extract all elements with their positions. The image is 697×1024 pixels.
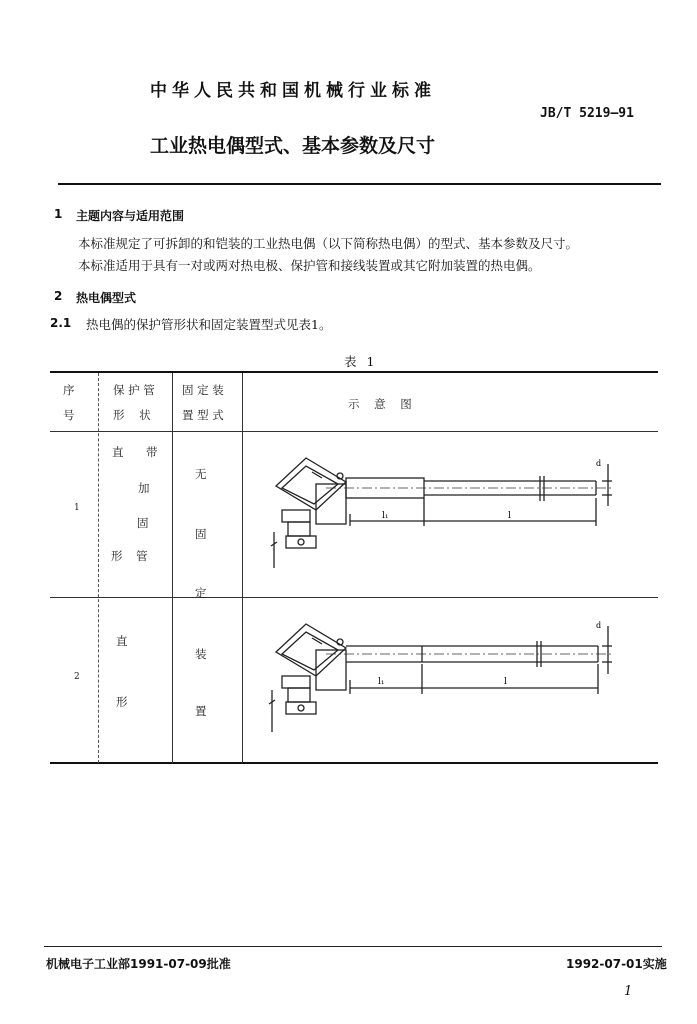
thermocouple-diagram-2: [262, 612, 622, 742]
section-2-number: 2: [54, 289, 63, 303]
diagram-1-l-label: l: [508, 511, 511, 521]
diagram-2-l1-label: l₁: [378, 677, 385, 687]
row-1-tube-char-5: 形: [111, 549, 123, 563]
diagram-2-d-label: d: [596, 621, 602, 630]
diagram-1-l1-label: l₁: [382, 511, 389, 521]
table-column-divider-3: [242, 373, 243, 763]
section-1-heading: 主题内容与适用范围: [76, 209, 185, 223]
fixation-char-4: 装: [195, 647, 207, 661]
diagram-2-l-label: l: [504, 677, 507, 687]
fixation-char-1: 无: [195, 467, 207, 481]
approval-statement: 机械电子工业部1991-07-09批准: [46, 957, 231, 971]
fixation-char-5: 置: [195, 704, 207, 718]
header-rule: [58, 183, 661, 185]
section-1-number: 1: [54, 207, 63, 221]
table-header-rule: [50, 431, 658, 432]
row-1-tube-char-3: 加: [138, 481, 150, 495]
fixation-char-3: 定: [195, 586, 207, 600]
footer-rule: [44, 946, 662, 947]
table-caption: 表 1: [344, 354, 378, 369]
row-2-index: 2: [74, 672, 80, 682]
row-2-tube-char-1: 直: [116, 634, 128, 648]
row-1-index: 1: [74, 503, 80, 513]
standard-code: JB/T 5219—91: [540, 106, 634, 121]
header-diagram: 示 意 图: [348, 397, 412, 411]
section-1-paragraph-2: 本标准适用于具有一对或两对热电极、保护管和接线装置或其它附加装置的热电偶。: [78, 258, 541, 273]
table-column-divider-1: [98, 373, 99, 763]
header-tube-shape-line-2: 形 状: [113, 408, 151, 422]
header-index-line-2: 号: [63, 408, 75, 422]
section-1-paragraph-1: 本标准规定了可拆卸的和铠装的工业热电偶（以下简称热电偶）的型式、基本参数及尺寸。: [78, 236, 579, 251]
issuing-organization: 中华人民共和国机械行业标准: [150, 81, 436, 101]
header-tube-shape-line-1: 保 护 管: [113, 383, 155, 397]
row-1-tube-char-4: 固: [137, 516, 149, 530]
section-2-heading: 热电偶型式: [76, 291, 137, 305]
row-2-tube-char-2: 形: [116, 695, 128, 709]
row-1-tube-char-6: 管: [136, 549, 148, 563]
diagram-1-d-label: d: [596, 459, 602, 468]
page-number: 1: [624, 984, 633, 999]
document-title: 工业热电偶型式、基本参数及尺寸: [150, 135, 436, 157]
table-row-divider: [50, 597, 658, 598]
implementation-date: 1992-07-01实施: [566, 957, 667, 971]
row-1-tube-char-2: 带: [146, 445, 158, 459]
thermocouple-diagram-1: [262, 446, 622, 576]
fixation-char-2: 固: [195, 527, 207, 541]
header-fixing-type-line-2: 置 型 式: [182, 408, 224, 422]
section-2-1-number: 2.1: [50, 316, 72, 330]
table-bottom-rule: [50, 762, 658, 764]
header-fixing-type-line-1: 固 定 装: [182, 383, 224, 397]
header-index-line-1: 序: [63, 383, 75, 397]
table-column-divider-2: [172, 373, 173, 763]
row-1-tube-char-1: 直: [112, 445, 124, 459]
section-2-1-text: 热电偶的保护管形状和固定装置型式见表1。: [86, 317, 332, 332]
table-top-rule: [50, 371, 658, 373]
